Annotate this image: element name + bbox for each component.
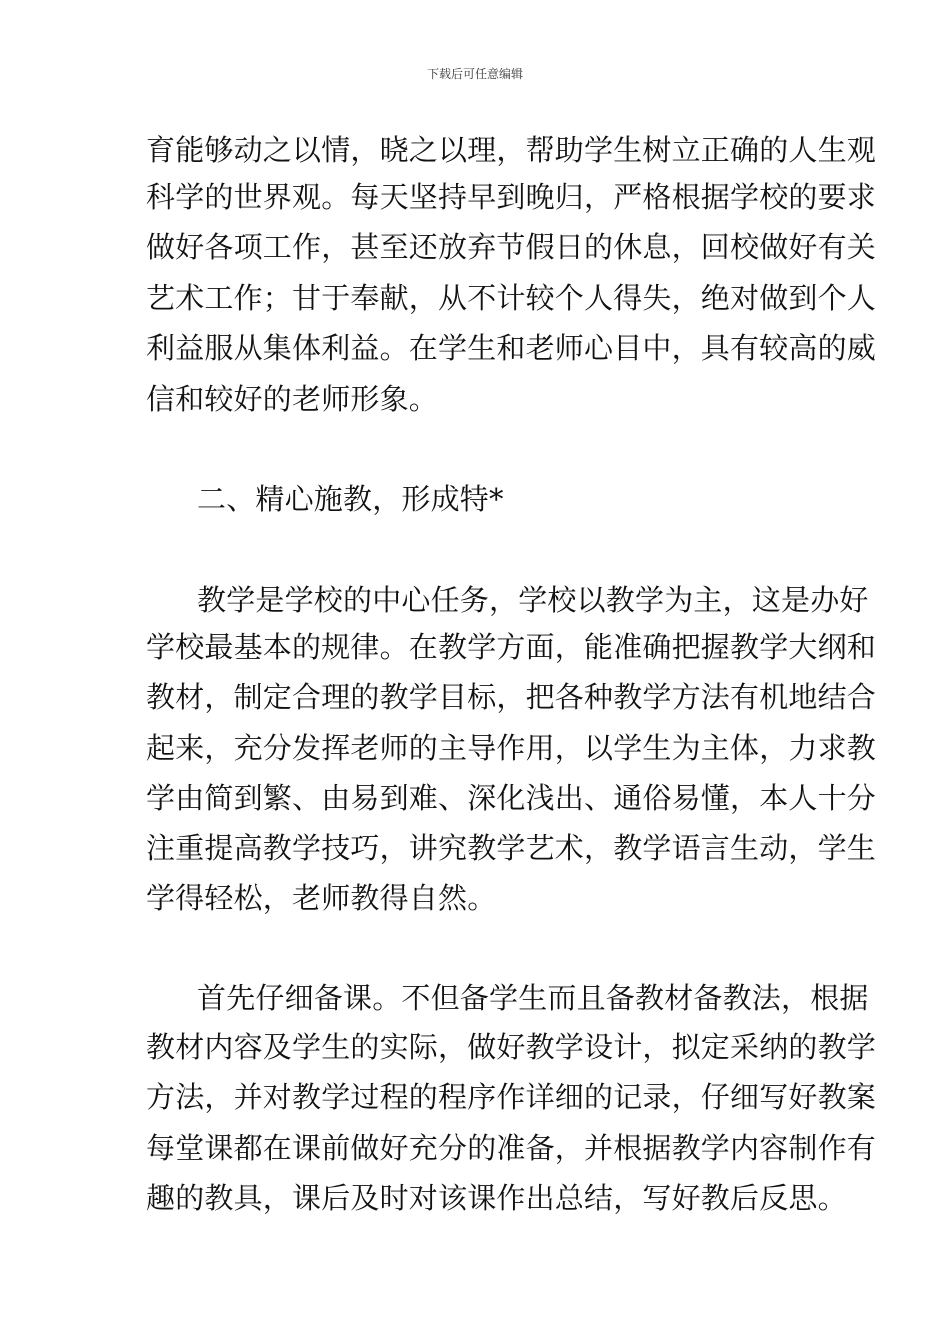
section-heading: 二、精心施教，形成特*	[197, 482, 504, 516]
paragraph-line: 学由简到繁、由易到难、深化浅出、通俗易懂，本人十分	[146, 781, 877, 815]
paragraph-line: 每堂课都在课前做好充分的准备，并根据教学内容制作有	[146, 1131, 877, 1165]
paragraph-line: 起来，充分发挥老师的主导作用，以学生为主体，力求教	[146, 731, 877, 765]
paragraph-line: 学校最基本的规律。在教学方面，能准确把握教学大纲和	[146, 630, 877, 664]
paragraph-line: 做好各项工作，甚至还放弃节假日的休息，回校做好有关	[146, 230, 877, 264]
paragraph-line: 首先仔细备课。不但备学生而且备教材备教法，根据	[197, 981, 869, 1015]
paragraph-line: 注重提高教学技巧，讲究教学艺术，教学语言生动，学生	[146, 831, 877, 865]
paragraph-line: 教学是学校的中心任务，学校以教学为主，这是办好	[197, 583, 869, 617]
paragraph-line: 信和较好的老师形象。	[146, 382, 439, 416]
paragraph-line: 趣的教具，课后及时对该课作出总结，写好教后反思。	[146, 1181, 847, 1215]
paragraph-line: 利益服从集体利益。在学生和老师心目中，具有较高的威	[146, 331, 877, 365]
paragraph-line: 教材内容及学生的实际，做好教学设计，拟定采纳的教学	[146, 1030, 877, 1064]
page-header: 下载后可任意编辑	[426, 67, 523, 81]
paragraph-line: 艺术工作；甘于奉献，从不计较个人得失，绝对做到个人	[146, 281, 877, 315]
paragraph-line: 教材，制定合理的教学目标，把各种教学方法有机地结合	[146, 680, 877, 714]
paragraph-line: 科学的世界观。每天坚持早到晚归，严格根据学校的要求	[146, 180, 877, 214]
paragraph-line: 方法，并对教学过程的程序作详细的记录，仔细写好教案	[146, 1080, 877, 1114]
paragraph-line: 育能够动之以情，晓之以理，帮助学生树立正确的人生观	[146, 133, 877, 167]
paragraph-line: 学得轻松，老师教得自然。	[146, 881, 497, 915]
